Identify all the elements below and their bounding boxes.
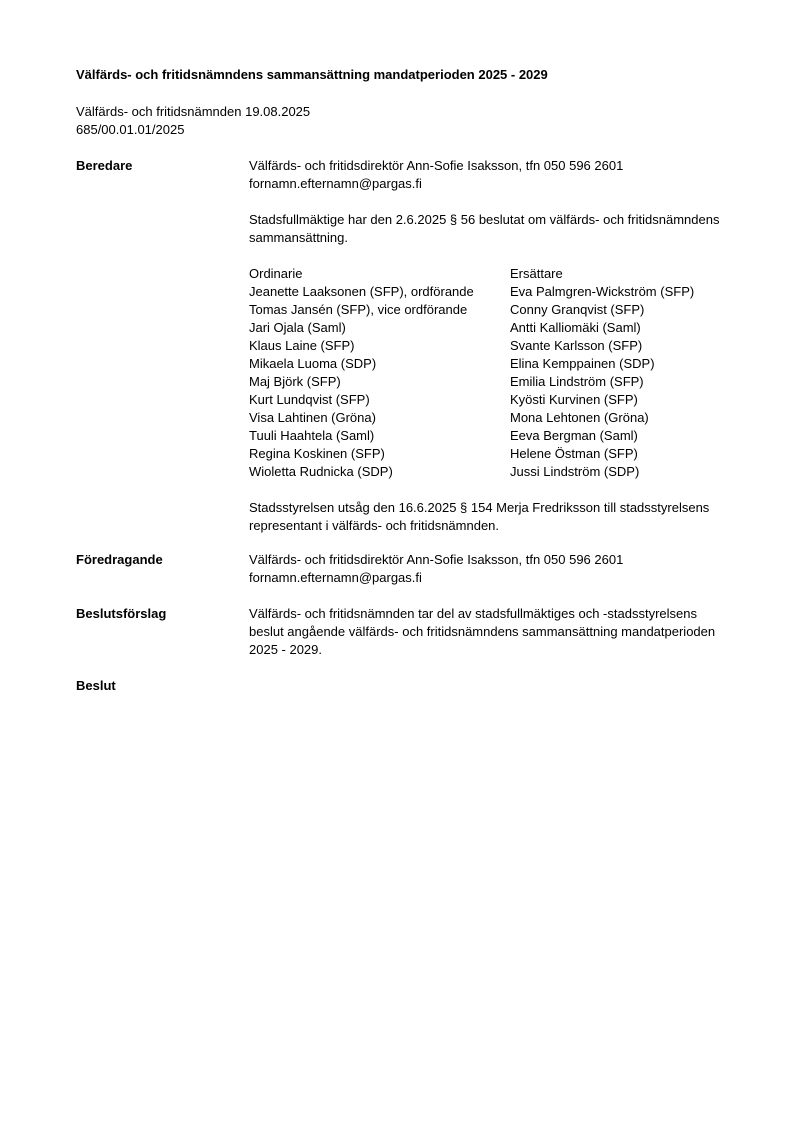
substitute-name: Conny Granqvist (SFP) <box>510 302 645 317</box>
substitute-name: Eva Palmgren-Wickström (SFP) <box>510 284 695 299</box>
proposal-line: Välfärds- och fritidsnämnden tar del av stadsfullmäktiges och -stadsstyrelsens <box>249 606 697 621</box>
member-name: Klaus Laine (SFP) <box>249 338 355 353</box>
proposal-line: beslut angående välfärds- och fritidsnämndens sammansättning mandatperioden <box>249 624 716 639</box>
substitute-name: Elina Kemppainen (SDP) <box>510 356 655 371</box>
decision-paragraph-line: sammansättning. <box>249 230 348 245</box>
board-representative-line: representant i välfärds- och fritidsnämnden. <box>249 518 500 533</box>
member-name: Jeanette Laaksonen (SFP), ordförande <box>249 284 474 299</box>
substitute-name: Eeva Bergman (Saml) <box>510 428 638 443</box>
ersattare-column <box>510 265 694 481</box>
substitute-name: Svante Karlsson (SFP) <box>510 338 643 353</box>
substitute-name: Mona Lehtonen (Gröna) <box>510 410 649 425</box>
member-name: Tomas Jansén (SFP), vice ordförande <box>249 302 468 317</box>
substitute-name: Antti Kalliomäki (Saml) <box>510 320 641 335</box>
ersattare-header: Ersättare <box>510 266 563 281</box>
foredragande-section <box>249 551 749 587</box>
beredare-email: fornamn.efternamn@pargas.fi <box>249 176 422 191</box>
beredare-section <box>249 157 749 535</box>
substitute-name: Emilia Lindström (SFP) <box>510 374 644 389</box>
substitute-name: Kyösti Kurvinen (SFP) <box>510 392 638 407</box>
beredare-contact: Välfärds- och fritidsdirektör Ann-Sofie Isaksson, tfn 050 596 2601 <box>249 158 624 173</box>
foredragande-label: Föredragande <box>76 552 163 567</box>
meeting-line: Välfärds- och fritidsnämnden 19.08.2025 <box>76 104 311 119</box>
beslutsforslag-label: Beslutsförslag <box>76 606 167 621</box>
beredare-label: Beredare <box>76 158 133 173</box>
ordinarie-column <box>249 265 474 481</box>
ordinarie-header: Ordinarie <box>249 266 303 281</box>
proposal-line: 2025 - 2029. <box>249 642 323 657</box>
member-name: Wioletta Rudnicka (SDP) <box>249 464 393 479</box>
substitute-name: Jussi Lindström (SDP) <box>510 464 640 479</box>
document-title: Välfärds- och fritidsnämndens sammansättning mandatperioden 2025 - 2029 <box>76 67 548 82</box>
foredragande-email: fornamn.efternamn@pargas.fi <box>249 570 422 585</box>
member-name: Kurt Lundqvist (SFP) <box>249 392 370 407</box>
member-name: Jari Ojala (Saml) <box>249 320 346 335</box>
substitute-name: Helene Östman (SFP) <box>510 446 638 461</box>
foredragande-contact: Välfärds- och fritidsdirektör Ann-Sofie Isaksson, tfn 050 596 2601 <box>249 552 624 567</box>
beslut-label: Beslut <box>76 678 116 693</box>
member-name: Visa Lahtinen (Gröna) <box>249 410 376 425</box>
member-name: Tuuli Haahtela (Saml) <box>249 428 375 443</box>
member-name: Maj Björk (SFP) <box>249 374 341 389</box>
case-number: 685/00.01.01/2025 <box>76 122 185 137</box>
board-representative-line: Stadsstyrelsen utsåg den 16.6.2025 § 154 Merja Fredriksson till stadsstyrelsens <box>249 500 710 515</box>
members-table <box>249 265 749 481</box>
member-name: Regina Koskinen (SFP) <box>249 446 385 461</box>
beslutsforslag-section <box>249 605 749 659</box>
member-name: Mikaela Luoma (SDP) <box>249 356 377 371</box>
decision-paragraph-line: Stadsfullmäktige har den 2.6.2025 § 56 beslutat om välfärds- och fritidsnämndens <box>249 212 720 227</box>
